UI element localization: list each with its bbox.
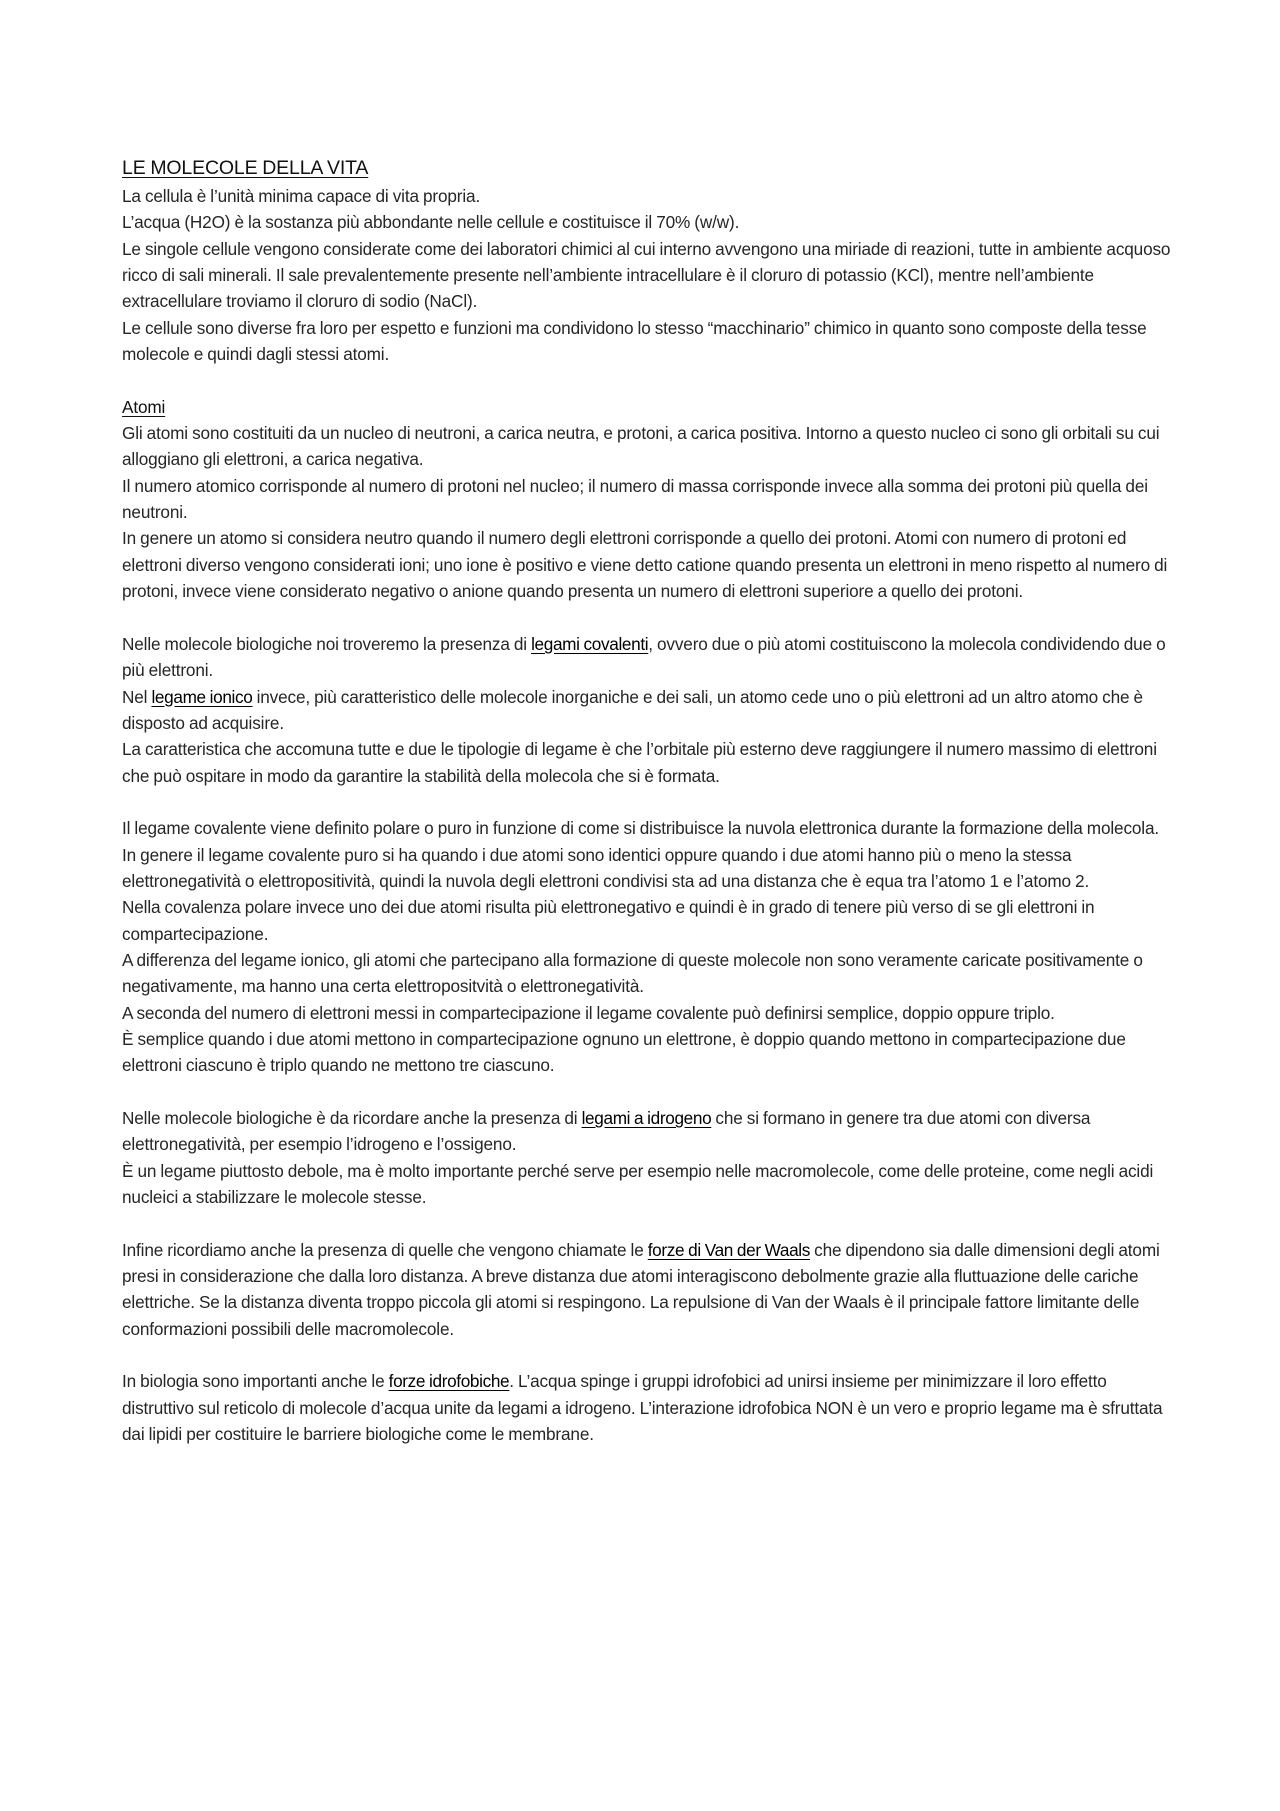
text-run: che si formano in genere tra due atomi con diversa elettronegatività, per esempio l’idrogeno e l’ossigeno. (122, 1108, 1091, 1155)
idrogeno-paragraph: È un legame piuttosto debole, ma è molto importante perché serve per esempio nelle macromolecole, come delle proteine, come negli acidi nucleici a stabilizzare le molecole stesse. (122, 1160, 1154, 1208)
intro-paragraph: Le cellule sono diverse fra loro per espetto e funzioni ma condividono lo stesso “macchinario” chimico in quanto sono composte della tesse molecole e quindi dagli stessi atomi. (122, 317, 1147, 365)
covalente-paragraph: A differenza del legame ionico, gli atomi che partecipano alla formazione di queste molecole non sono veramente caricate positivamente o negativamente, ma hanno una certa elettropositvità o elettronegatività. (122, 949, 1143, 997)
section-heading-atomi: Atomi (122, 396, 166, 417)
text-run: Nel (122, 686, 152, 707)
paragraph-spacer (122, 1342, 1172, 1368)
intro-paragraph: Le singole cellule vengono considerate come dei laboratori chimici al cui interno avvengono una miriade di reazioni, tutte in ambiente acquoso ricco di sali minerali. Il sale prevalentemente presente nell’ambiente intracellulare è il cloruro di potassio (KCl), mentre nell’ambiente extracellulare troviamo il cloruro di sodio (NaCl). (122, 238, 1171, 312)
vanderwaals-paragraph (122, 1237, 1172, 1342)
atomi-paragraph: Gli atomi sono costituiti da un nucleo di neutroni, a carica neutra, e protoni, a carica positiva. Intorno a questo nucleo ci sono gli orbitali su cui alloggiano gli elettroni, a carica negativa. (122, 423, 1160, 470)
legami-covalenti-paragraph (122, 631, 1172, 684)
highlight-legami-idrogeno: legami a idrogeno (581, 1108, 712, 1129)
paragraph-spacer (122, 367, 1172, 393)
text-run: Nelle molecole biologiche noi troveremo la presenza di (122, 633, 532, 654)
paragraph-spacer (122, 1210, 1172, 1236)
text-run: invece, più caratteristico delle molecole inorganiche e dei sali, un atomo cede uno o più elettroni ad un altro atomo che è disposto ad acquisire. (122, 686, 1143, 733)
text-run: , ovvero due o più atomi costituiscono la molecola condividendo due o più elettroni. (122, 633, 1166, 681)
text-run: Nelle molecole biologiche è da ricordare anche la presenza di (122, 1108, 582, 1129)
legami-comune-paragraph: La caratteristica che accomuna tutte e due le tipologie di legame è che l’orbitale più esterno deve raggiungere il numero massimo di elettroni che può ospitare in modo da garantire la stabilità della molecola che si è formata. (122, 739, 1157, 786)
intro-paragraph: L’acqua (H2O) è la sostanza più abbondante nelle cellule e costituisce il 70% (w/w). (122, 212, 740, 233)
text-run: Infine ricordiamo anche la presenza di quelle che vengono chiamate le (122, 1239, 648, 1260)
atomi-paragraph: In genere un atomo si considera neutro quando il numero degli elettroni corrisponde a quello dei protoni. Atomi con numero di protoni ed elettroni diverso vengono considerati ioni; uno ione è positivo e viene detto catione quando presenta un elettroni in meno rispetto al numero di protoni, invece viene considerato negativo o anione quando presenta un numero di elettroni superiore a quello dei protoni. (122, 528, 1168, 602)
document-page (122, 153, 1172, 1448)
intro-paragraph: La cellula è l’unità minima capace di vita propria. (122, 186, 481, 206)
covalente-paragraph: In genere il legame covalente puro si ha quando i due atomi sono identici oppure quando i due atomi hanno più o meno la stessa elettronegatività o elettropositività, quindi la nuvola degli elettroni condivisi sta ad una distanza che è equa tra l’atomo 1 e l’atomo 2. (122, 844, 1090, 891)
text-run: In biologia sono importanti anche le (122, 1371, 389, 1392)
paragraph-spacer (122, 1079, 1172, 1105)
covalente-paragraph: Nella covalenza polare invece uno dei due atomi risulta più elettronegativo e quindi è in grado di tenere più verso di se gli elettroni in compartecipazione. (122, 897, 1095, 944)
document-title: LE MOLECOLE DELLA VITA (122, 157, 369, 179)
text-run: . L’acqua spinge i gruppi idrofobici ad unirsi insieme per minimizzare il loro effetto distruttivo sul reticolo di molecole d’acqua unite da legami a idrogeno. L’interazione idrofobica NON è un vero e proprio legame ma è sfruttata dai lipidi per costituire le barriere biologiche come le membrane. (122, 1371, 1163, 1445)
covalente-paragraph: A seconda del numero di elettroni messi in compartecipazione il legame covalente può definirsi semplice, doppio oppure triplo. (122, 1002, 1055, 1023)
idrofobiche-paragraph (122, 1368, 1172, 1447)
idrogeno-paragraph (122, 1105, 1172, 1158)
text-run: che dipendono sia dalle dimensioni degli atomi presi in considerazione che dalla loro distanza. A breve distanza due atomi interagiscono debolmente grazie alla fluttuazione delle cariche elettriche. Se la distanza diventa troppo piccola gli atomi si respingono. La repulsione di Van der Waals è il principale fattore limitante delle conformazioni possibili delle macromolecole. (122, 1239, 1160, 1339)
paragraph-spacer (122, 605, 1172, 631)
covalente-paragraph: Il legame covalente viene definito polare o puro in funzione di come si distribuisce la nuvola elettronica durante la formazione della molecola. (122, 818, 1160, 839)
legame-ionico-paragraph (122, 684, 1172, 737)
highlight-van-der-waals: forze di Van der Waals (647, 1239, 810, 1260)
highlight-forze-idrofobiche: forze idrofobiche (388, 1371, 510, 1392)
highlight-legami-covalenti: legami covalenti (531, 633, 649, 654)
highlight-legame-ionico: legame ionico (151, 686, 253, 707)
covalente-paragraph: È semplice quando i due atomi mettono in compartecipazione ognuno un elettrone, è doppio quando mettono in compartecipazione due elettroni ciascuno è triplo quando ne mettono tre ciascuno. (122, 1029, 1126, 1076)
paragraph-spacer (122, 789, 1172, 815)
atomi-paragraph: Il numero atomico corrisponde al numero di protoni nel nucleo; il numero di massa corrisponde invece alla somma dei protoni più quella dei neutroni. (122, 475, 1148, 523)
